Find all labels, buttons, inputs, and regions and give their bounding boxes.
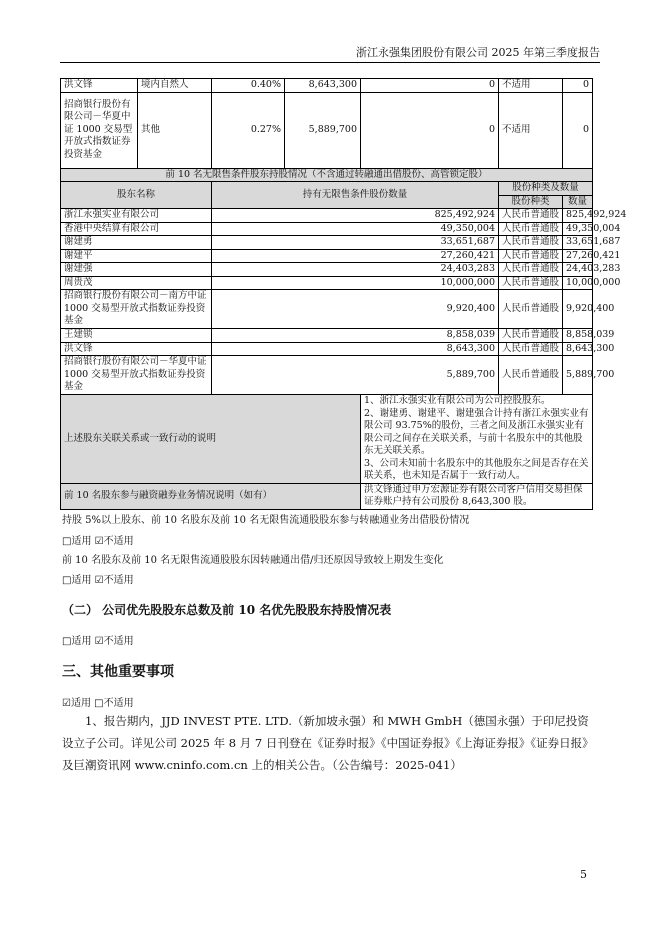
- share-kind: 人民币普通股: [499, 222, 563, 236]
- holder-name: 周贵茂: [61, 276, 212, 290]
- table-row: [61, 222, 593, 236]
- col-header-name: 股东名称: [61, 182, 212, 209]
- share-qty: 825,492,924: [563, 209, 593, 223]
- relation-line-2: 2、谢建勇、谢建平、谢建强合计持有浙江永强实业有限公司 93.75%的股份，三者之间及浙江永强实业有限公司之间存在关联关系，与前十名股东中的其他股东无关联关系。: [364, 407, 589, 456]
- shareholder-name: 招商银行股份有限公司－华夏中证 1000 交易型开放式指数证券投资基金: [61, 92, 138, 168]
- table-row: [61, 356, 593, 395]
- unrestricted-section-title: 前 10 名无限售条件股东持股情况（不含通过转融通出借股份、高管锁定股）: [61, 168, 593, 182]
- share-qty: 24,403,283: [563, 263, 593, 277]
- col-header-shares: 持有无限售条件股份数量: [212, 182, 499, 209]
- holder-shares: 8,858,039: [212, 329, 499, 343]
- relation-label: 上述股东关联关系或一致行动的说明: [61, 395, 361, 484]
- share-kind: 人民币普通股: [499, 236, 563, 250]
- holder-shares: 10,000,000: [212, 276, 499, 290]
- share-kind: 人民币普通股: [499, 209, 563, 223]
- holder-shares: 825,492,924: [212, 209, 499, 223]
- shareholder-table: [60, 78, 627, 510]
- share-qty: 5,889,700: [563, 356, 593, 395]
- other-matters-title: 三、其他重要事项: [62, 664, 174, 680]
- holder-name: 浙江永强实业有限公司: [61, 209, 212, 223]
- holder-name: 招商银行股份有限公司－华夏中证 1000 交易型开放式指数证券投资基金: [61, 356, 212, 395]
- col-header-qty: 数量: [563, 195, 593, 209]
- relation-line-3: 3、公司未知前十名股东中的其他股东之间是否存在关联关系，也未知是否属于一致行动人。: [364, 457, 589, 481]
- table-row: [61, 249, 593, 263]
- other-matters-applicability: ☑适用 □不适用: [62, 698, 134, 709]
- relation-line-1: 1、浙江永强实业有限公司为公司控股股东。: [364, 395, 551, 406]
- share-qty: 49,350,004: [563, 222, 593, 236]
- lending-paragraph: 持股 5%以上股东、前 10 名股东及前 10 名无限售流通股股东参与转融通业务出借股份情况: [62, 515, 470, 526]
- shareholder-name: 洪文锋: [61, 79, 138, 93]
- restricted-shares: 0: [361, 79, 499, 93]
- holder-name: 香港中央结算有限公司: [61, 222, 212, 236]
- share-qty: 9,920,400: [563, 290, 593, 329]
- margin-note: 洪文锋通过申万宏源证券有限公司客户信用交易担保证券账户持有公司股份 8,643,300 股。: [361, 483, 593, 509]
- share-kind: 人民币普通股: [499, 290, 563, 329]
- lending-applicability: □适用 ☑不适用: [62, 536, 134, 547]
- pledge-quantity: 0: [563, 92, 593, 168]
- restricted-shares: 0: [361, 92, 499, 168]
- relation-row: [61, 395, 593, 484]
- holder-shares: 5,889,700: [212, 356, 499, 395]
- share-kind: 人民币普通股: [499, 342, 563, 356]
- table-header-row: [61, 182, 593, 196]
- holding-shares: 5,889,700: [285, 92, 361, 168]
- table-row: [61, 263, 593, 277]
- share-kind: 人民币普通股: [499, 276, 563, 290]
- page-header: 浙江永强集团股份有限公司 2025 年第三季度报告: [356, 46, 600, 59]
- share-kind: 人民币普通股: [499, 329, 563, 343]
- holding-ratio: 0.27%: [212, 92, 285, 168]
- holder-shares: 9,920,400: [212, 290, 499, 329]
- share-qty: 10,000,000: [563, 276, 593, 290]
- holder-name: 招商银行股份有限公司－南方中证 1000 交易型开放式指数证券投资基金: [61, 290, 212, 329]
- holder-shares: 27,260,421: [212, 249, 499, 263]
- col-header-kind: 股份种类: [499, 195, 563, 209]
- share-kind: 人民币普通股: [499, 249, 563, 263]
- holding-shares: 8,643,300: [285, 79, 361, 93]
- holder-name: 洪文锋: [61, 342, 212, 356]
- table-row: [61, 92, 593, 168]
- share-qty: 33,651,687: [563, 236, 593, 250]
- margin-label: 前 10 名股东参与融资融券业务情况说明（如有）: [61, 483, 361, 509]
- preferred-section-title: （二） 公司优先股股东总数及前 10 名优先股股东持股情况表: [62, 603, 392, 617]
- holder-name: 谢建勇: [61, 236, 212, 250]
- lending-change-paragraph: 前 10 名股东及前 10 名无限售流通股股东因转融通出借/归还原因导致较上期发生变化: [62, 555, 444, 566]
- col-header-kind-group: 股份种类及数量: [499, 182, 593, 196]
- margin-row: [61, 483, 593, 509]
- relation-note: [361, 395, 593, 484]
- holding-ratio: 0.40%: [212, 79, 285, 93]
- page-number: 5: [580, 868, 587, 881]
- table-row: [61, 276, 593, 290]
- section-title-row: [61, 168, 593, 182]
- preferred-applicability: □适用 ☑不适用: [62, 636, 134, 647]
- holder-shares: 33,651,687: [212, 236, 499, 250]
- share-qty: 8,858,039: [563, 329, 593, 343]
- holder-shares: 49,350,004: [212, 222, 499, 236]
- share-kind: 人民币普通股: [499, 263, 563, 277]
- table-row: [61, 329, 593, 343]
- holder-name: 谢建平: [61, 249, 212, 263]
- pledge-status: 不适用: [499, 92, 563, 168]
- holder-name: 谢建强: [61, 263, 212, 277]
- holder-shares: 24,403,283: [212, 263, 499, 277]
- header-divider: [60, 62, 600, 63]
- table-row: [61, 79, 593, 93]
- share-qty: 27,260,421: [563, 249, 593, 263]
- table-row: [61, 236, 593, 250]
- table-row: [61, 290, 593, 329]
- holder-name: 王建锁: [61, 329, 212, 343]
- pledge-quantity: 0: [563, 79, 593, 93]
- table-row: [61, 342, 593, 356]
- pledge-status: 不适用: [499, 79, 563, 93]
- shareholder-nature: 其他: [138, 92, 212, 168]
- table-row: [61, 209, 593, 223]
- shareholder-nature: 境内自然人: [138, 79, 212, 93]
- share-kind: 人民币普通股: [499, 356, 563, 395]
- other-matters-body: 1、报告期内，JJD INVEST PTE. LTD.（新加坡永强）和 MWH GmbH（德国永强）于印尼投资设立子公司。详见公司 2025 年 8 月 7 日刊登在《证券时报》《中国证券报》《上海证券报》《证券日报》及巨潮资讯网 www.cninfo.com.cn 上的相关公告。（公告编号：2025-041）: [62, 714, 594, 772]
- holder-shares: 8,643,300: [212, 342, 499, 356]
- share-qty: 8,643,300: [563, 342, 593, 356]
- lending-change-applicability: □适用 ☑不适用: [62, 575, 134, 586]
